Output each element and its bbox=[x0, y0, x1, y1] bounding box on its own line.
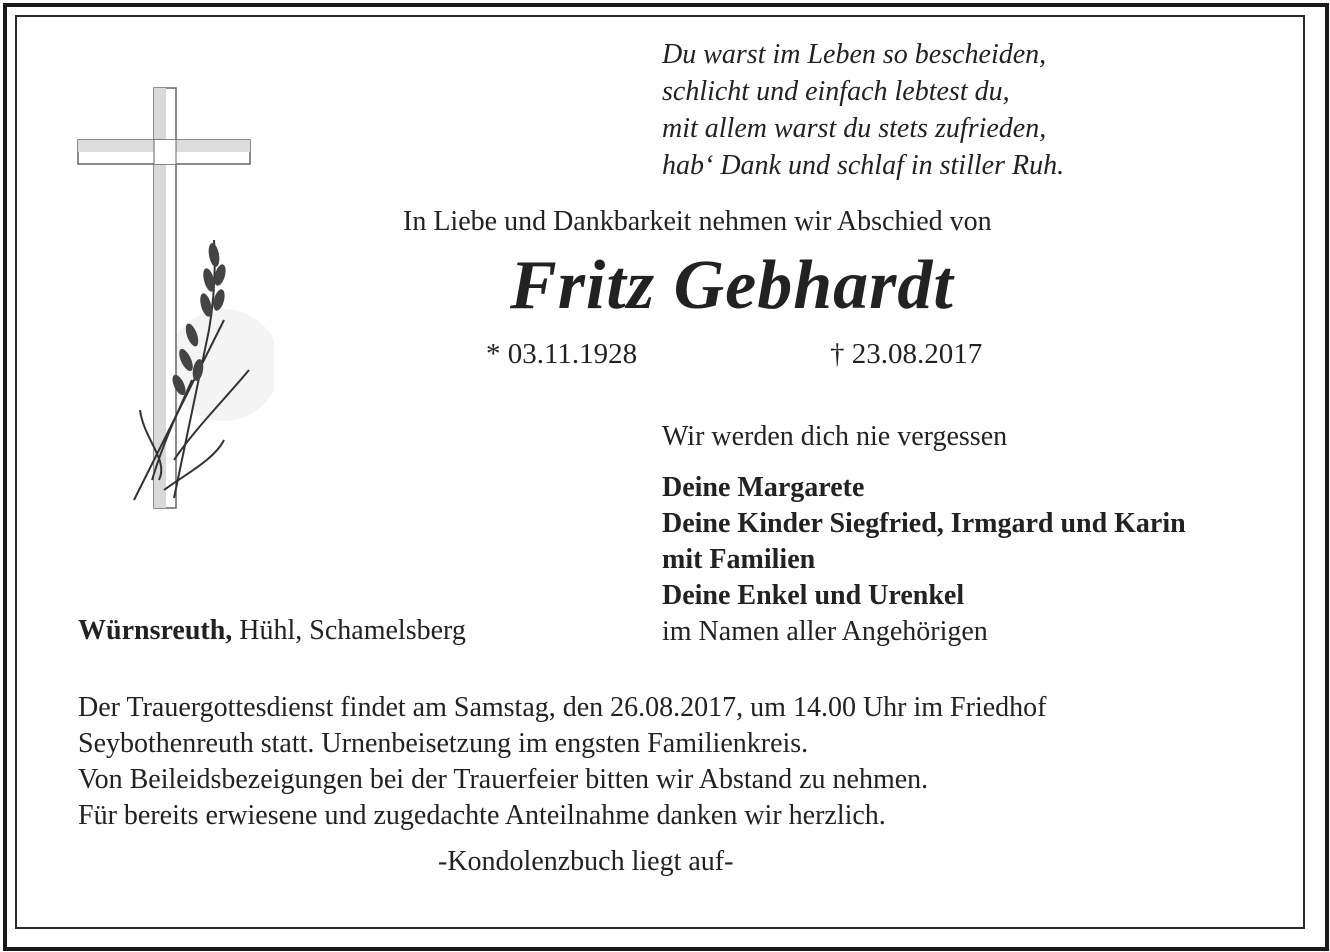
poem-line: Du warst im Leben so bescheiden, bbox=[662, 39, 1047, 70]
birth-date: * 03.11.1928 bbox=[486, 338, 638, 370]
poem-line: mit allem warst du stets zufrieden, bbox=[662, 113, 1047, 144]
service-line: Für bereits erwiesene und zugedachte Anteilnahme danken wir herzlich. bbox=[78, 800, 886, 831]
place-line bbox=[78, 615, 466, 647]
deceased-name: Fritz Gebhardt bbox=[510, 247, 954, 324]
family-line: Deine Margarete bbox=[662, 472, 865, 503]
death-date: † 23.08.2017 bbox=[830, 338, 983, 370]
family-line: Deine Enkel und Urenkel bbox=[662, 580, 965, 611]
family-line: Deine Kinder Siegfried, Irmgard und Karin bbox=[662, 508, 1186, 539]
family-list bbox=[662, 470, 1186, 650]
place-rest: Hühl, Schamelsberg bbox=[239, 615, 466, 646]
service-line: Der Trauergottesdienst findet am Samstag, den 26.08.2017, um 14.00 Uhr im Friedhof bbox=[78, 692, 1047, 723]
place-main: Würnsreuth, bbox=[78, 615, 233, 646]
on-behalf-text: im Namen aller Angehörigen bbox=[662, 616, 988, 647]
family-line: mit Familien bbox=[662, 544, 816, 575]
never-forget-text: Wir werden dich nie vergessen bbox=[662, 421, 1008, 452]
intro-text: In Liebe und Dankbarkeit nehmen wir Abschied von bbox=[403, 206, 992, 237]
cross-with-wheat-icon bbox=[74, 80, 274, 530]
service-line: Von Beileidsbezeigungen bei der Trauerfeier bitten wir Abstand zu nehmen. bbox=[78, 764, 929, 795]
poem-line: hab‘ Dank und schlaf in stiller Ruh. bbox=[662, 150, 1065, 181]
service-line: Seybothenreuth statt. Urnenbeisetzung im engsten Familienkreis. bbox=[78, 728, 809, 759]
condolence-note: -Kondolenzbuch liegt auf- bbox=[438, 846, 734, 877]
poem bbox=[662, 36, 1064, 184]
service-info bbox=[78, 690, 1047, 834]
poem-line: schlicht und einfach lebtest du, bbox=[662, 76, 1010, 107]
